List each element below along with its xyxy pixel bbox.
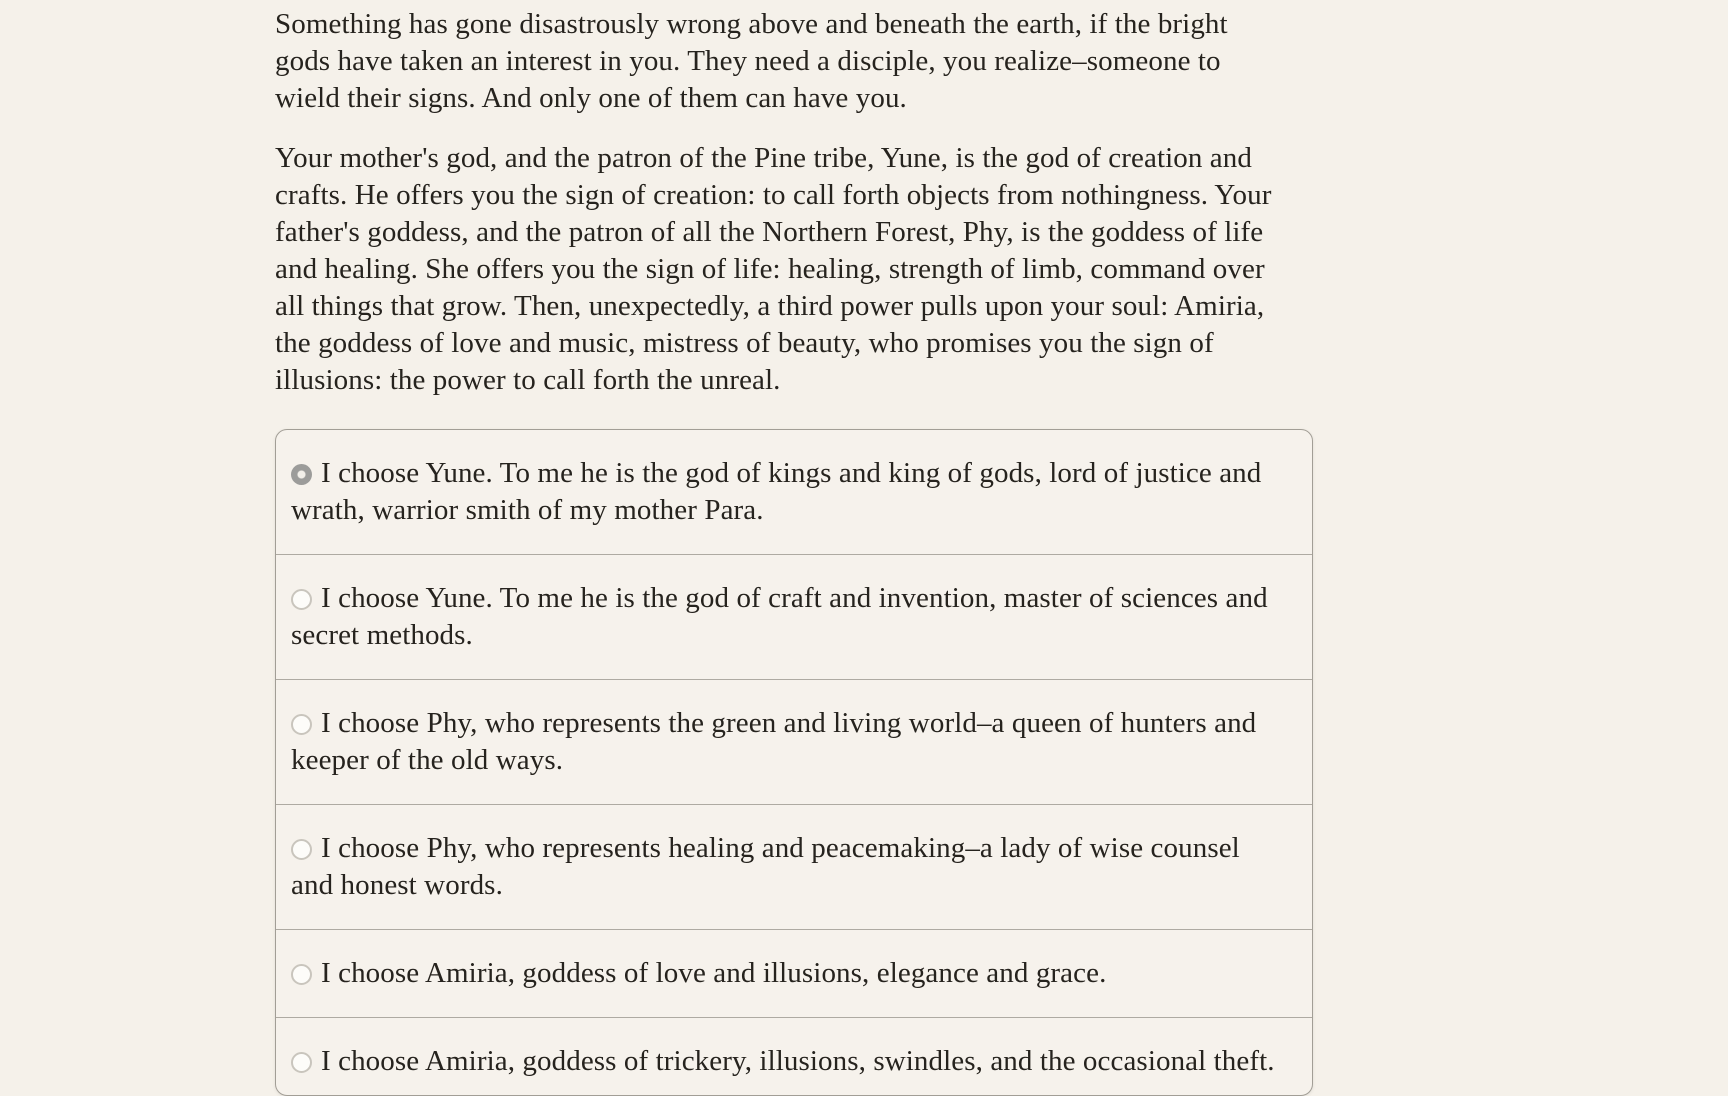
story-paragraph: Your mother's god, and the patron of the Pine tribe, Yune, is the god of creation and crafts. He offers you the sign of creation: to call forth objects from nothingness. Your father's goddess, and the patron of all the Northern Forest, Phy, is the goddess of life and healing. She offers you the sign of life: healing, strength of limb, command over all things that grow. Then, unexpectedly, a third power pulls upon your soul: Amiria, the goddess of love and music, mistress of beauty, who promises you the sign of illusions: the power to call forth the unreal. (275, 142, 1272, 396)
radio-unselected-icon[interactable] (291, 589, 312, 610)
choice-label[interactable]: I choose Amiria, goddess of trickery, illusions, swindles, and the occasional theft. (321, 1045, 1275, 1077)
choice-option[interactable] (276, 430, 1312, 554)
radio-unselected-icon[interactable] (291, 1052, 312, 1073)
choice-label[interactable]: I choose Yune. To me he is the god of craft and invention, master of sciences and secret methods. (291, 582, 1268, 651)
story-paragraph: Something has gone disastrously wrong above and beneath the earth, if the bright gods have taken an interest in you. They need a disciple, you realize–someone to wield their signs. And only one of them can have you. (275, 8, 1228, 114)
radio-unselected-icon[interactable] (291, 714, 312, 735)
choice-option[interactable] (276, 679, 1312, 804)
story-text (275, 6, 1315, 399)
radio-unselected-icon[interactable] (291, 964, 312, 985)
choice-option[interactable] (276, 929, 1312, 1017)
choice-option[interactable] (276, 1017, 1312, 1095)
radio-unselected-icon[interactable] (291, 839, 312, 860)
story-content (275, 6, 1315, 1096)
choice-label[interactable]: I choose Phy, who represents healing and peacemaking–a lady of wise counsel and honest words. (291, 832, 1240, 901)
choice-option[interactable] (276, 804, 1312, 929)
choice-label[interactable]: I choose Phy, who represents the green and living world–a queen of hunters and keeper of the old ways. (291, 707, 1257, 776)
choice-list (275, 429, 1313, 1096)
choice-label[interactable]: I choose Amiria, goddess of love and illusions, elegance and grace. (321, 957, 1107, 989)
radio-selected-icon[interactable] (291, 464, 312, 485)
choice-option[interactable] (276, 554, 1312, 679)
choice-label[interactable]: I choose Yune. To me he is the god of kings and king of gods, lord of justice and wrath, warrior smith of my mother Para. (291, 457, 1262, 526)
